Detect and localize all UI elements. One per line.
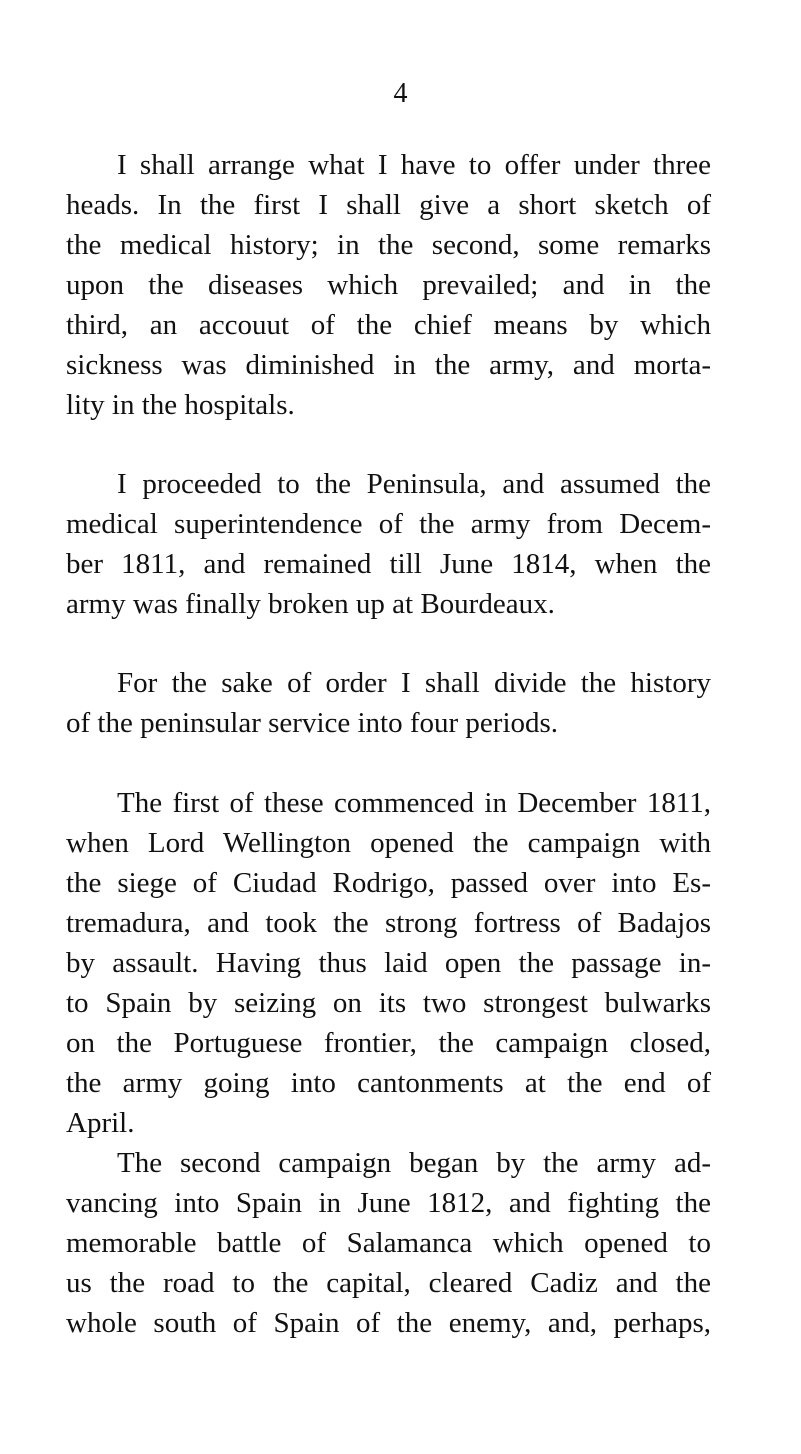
text-line: medical superintendence of the army from Decem- xyxy=(66,508,711,540)
text-line: vancing into Spain in June 1812, and fighting the xyxy=(66,1187,711,1219)
text-line: to Spain by seizing on its two strongest bulwarks xyxy=(66,987,711,1019)
text-line: upon the diseases which prevailed; and in the xyxy=(66,269,711,301)
text-line: us the road to the capital, cleared Cadiz and the xyxy=(66,1267,711,1299)
text-line: third, an accouut of the chief means by which xyxy=(66,309,711,341)
text-line: the siege of Ciudad Rodrigo, passed over into Es- xyxy=(66,867,711,899)
text-line: of the peninsular service into four periods. xyxy=(66,707,559,739)
text-line: The second campaign began by the army ad- xyxy=(117,1147,711,1179)
text-line: whole south of Spain of the enemy, and, perhaps, xyxy=(66,1307,711,1339)
text-line: ber 1811, and remained till June 1814, when the xyxy=(66,548,711,580)
text-line: I proceeded to the Peninsula, and assumed the xyxy=(117,468,711,500)
text-line: tremadura, and took the strong fortress of Badajos xyxy=(66,907,711,939)
text-line: lity in the hospitals. xyxy=(66,389,295,421)
text-line: by assault. Having thus laid open the passage in- xyxy=(66,947,711,979)
text-line: April. xyxy=(66,1107,135,1139)
text-line: when Lord Wellington opened the campaign with xyxy=(66,827,711,859)
text-line: For the sake of order I shall divide the history xyxy=(117,667,711,699)
text-line: heads. In the first I shall give a short sketch of xyxy=(66,189,711,221)
text-line: the army going into cantonments at the end of xyxy=(66,1067,711,1099)
page-number: 4 xyxy=(393,78,408,109)
text-line: on the Portuguese frontier, the campaign closed, xyxy=(66,1027,711,1059)
text-line: memorable battle of Salamanca which opened to xyxy=(66,1227,711,1259)
text-line: the medical history; in the second, some remarks xyxy=(66,229,711,261)
text-line: The first of these commenced in December 1811, xyxy=(117,787,711,819)
text-line: I shall arrange what I have to offer under three xyxy=(117,149,711,181)
text-line: army was finally broken up at Bourdeaux. xyxy=(66,588,555,620)
text-line: sickness was diminished in the army, and morta- xyxy=(66,349,711,381)
